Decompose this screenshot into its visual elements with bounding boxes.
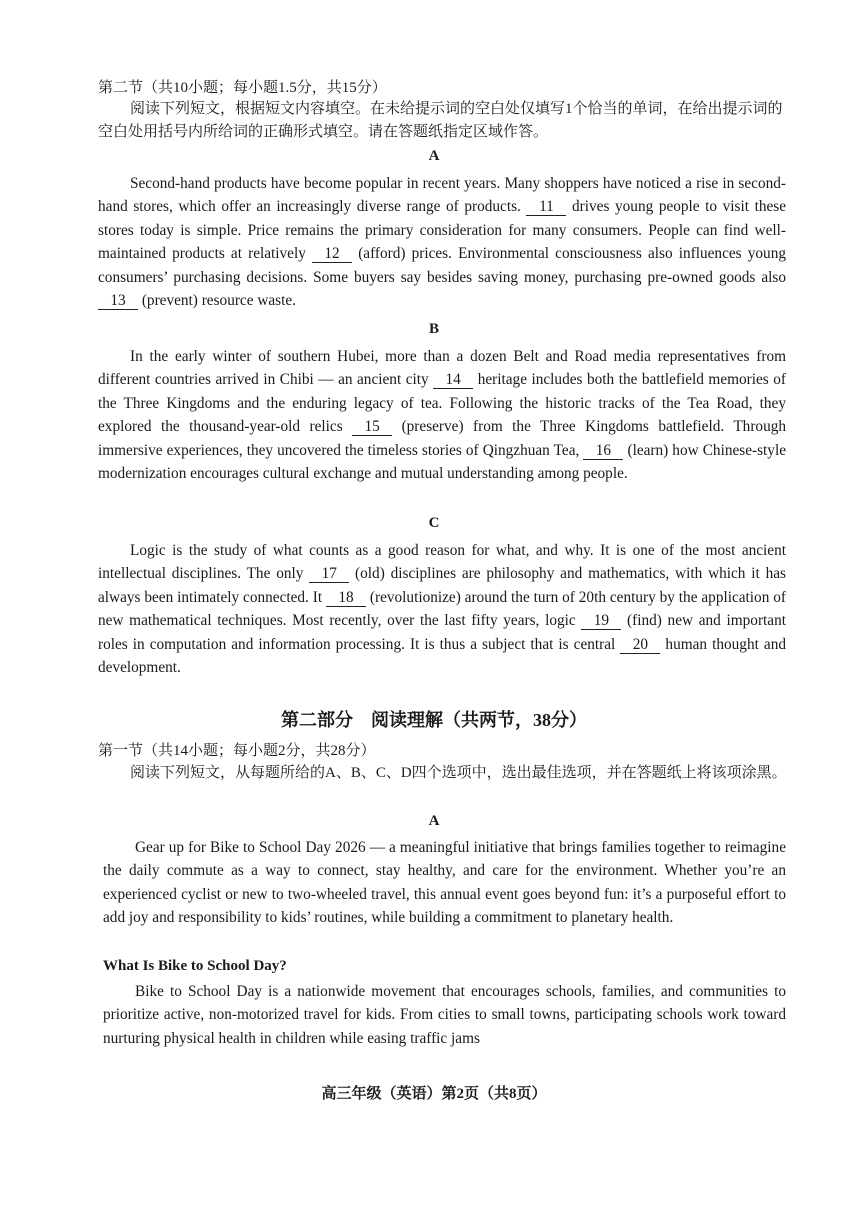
passage-c-text-2: (old) disciplines are philosophy and mathematics, with which it has always been intimately connected. It [98, 565, 786, 606]
blank-18: 18 [326, 589, 366, 607]
passage-c-text-4: (find) new and important roles in computation and information processing. It is thus a subject that is central [98, 612, 786, 653]
passage-a-text-2: drives young people to visit these stores today is simple. Price remains the primary consideration for many consumers. People can find well-maintained products at relatively [98, 198, 787, 263]
part2-section-title: 第一节（共14小题；每小题2分，共28分） [98, 743, 376, 759]
passage-c-text-5: human thought and development. [98, 635, 786, 677]
passage-b-text-4: (learn) how Chinese-style modernization encourages cultural exchange and mutual understanding among people. [98, 441, 786, 483]
passage-c-text-1: Logic is the study of what counts as a good reason for what, and why. It is one of the most ancient intellectual disciplines. The only [98, 542, 786, 583]
part2-instruction: 阅读下列短文，从每题所给的A、B、C、D四个选项中，选出最佳选项，并在答题纸上将该项涂黑。 [130, 765, 787, 781]
section-title: 第二节（共10小题；每小题1.5分，共15分） [98, 80, 387, 96]
page-footer: 高三年级（英语）第2页（共8页） [321, 1086, 547, 1102]
reading-letter-a: A [428, 813, 440, 829]
passage-b-text-2: heritage includes both the battlefield memories of the Three Kingdoms and the enduring legacy of tea. Following the historic tracks of the Tea Road, they explored the thousand-year-old relics [98, 371, 787, 436]
blank-11: 11 [526, 198, 566, 216]
passage-letter-a: A [428, 148, 440, 164]
reading-a-para-1: Gear up for Bike to School Day 2026 — a meaningful initiative that brings families together to reimagine the daily commute as a way to connect, stay healthy, and care for the environment. Whether you’re an experienced cyclist or new to two-wheeled travel, this annual event goes beyond fun: it’s a purposeful effort to add joy and responsibility to kids’ routines, while building a commitment to planetary health. [103, 839, 786, 927]
blank-12: 12 [312, 245, 352, 263]
passage-b-text-3: (preserve) from the Three Kingdoms battlefield. Through immersive experiences, they uncovered the timeless stories of Qingzhuan Tea, [98, 418, 787, 459]
blank-14: 14 [433, 371, 473, 389]
passage-b [98, 345, 786, 485]
blank-17: 17 [309, 565, 349, 583]
passage-c-text-3: (revolutionize) around the turn of 20th century by the application of new mathematical techniques. Most recently, over the last fifty years, logic [98, 588, 786, 630]
blank-16: 16 [583, 442, 623, 460]
passage-letter-b: B [428, 321, 439, 337]
part-title: 第二部分 阅读理解（共两节，38分） [281, 710, 587, 730]
passage-letter-c: C [428, 515, 440, 531]
reading-a-heading: What Is Bike to School Day? [103, 958, 287, 974]
passage-c [98, 539, 786, 679]
passage-a-text-3: (afford) prices. Environmental consciousness also influences young consumers’ purchasing decisions. Some buyers say besides saving money, purchasing pre-owned goods also [98, 245, 787, 286]
passage-a-text-1: Second-hand products have become popular in recent years. Many shoppers have noticed a rise in second-hand stores, which offer an increasingly diverse range of products. [98, 175, 786, 216]
section-instruction: 阅读下列短文，根据短文内容填空。在未给提示词的空白处仅填写1个恰当的单词，在给出提示词的空白处用括号内所给词的正确形式填空。请在答题纸指定区域作答。 [98, 101, 783, 140]
passage-a-text-4: (prevent) resource waste. [141, 292, 296, 310]
passage-b-text-1: In the early winter of southern Hubei, more than a dozen Belt and Road media representatives from different countries arrived in Chibi — an ancient city [98, 348, 786, 389]
blank-19: 19 [581, 612, 621, 630]
blank-13: 13 [98, 292, 138, 310]
blank-15: 15 [352, 418, 392, 436]
reading-a-para-2: Bike to School Day is a nationwide movement that encourages schools, families, and communities to prioritize active, non-motorized travel for kids. From cities to small towns, participating schools work toward nurturing physical health in children while easing traffic jams [103, 983, 786, 1047]
blank-20: 20 [620, 636, 660, 654]
passage-a [98, 172, 786, 312]
